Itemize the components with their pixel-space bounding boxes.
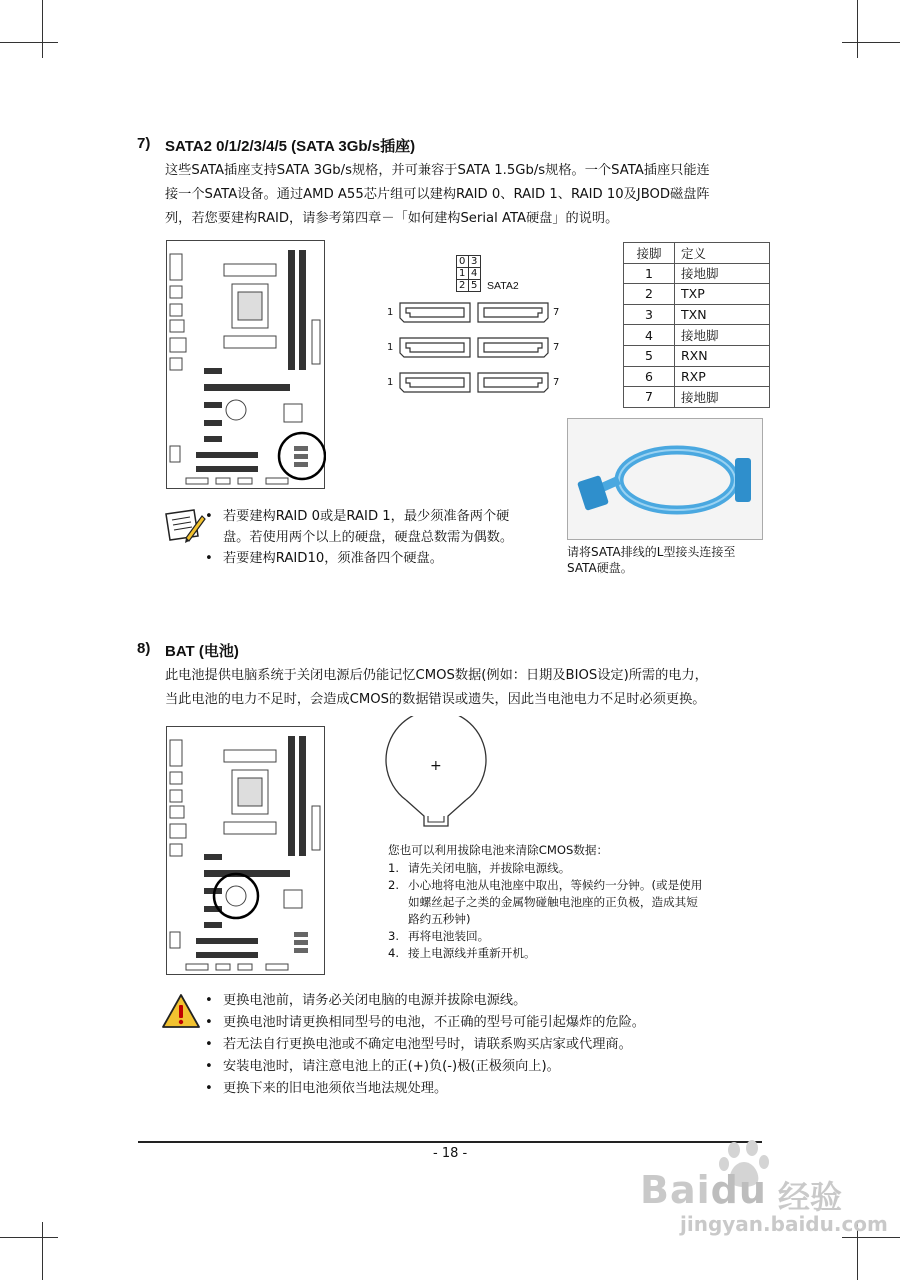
- section-7-paragraph: [165, 159, 710, 231]
- sata-id-1: 1: [459, 268, 466, 279]
- pin-label-first: 1: [387, 342, 394, 353]
- battery-warnings: [201, 990, 645, 1100]
- table-cell: 7: [624, 387, 675, 408]
- list-item: • 若要建构RAID10，须准备四个硬盘。: [205, 551, 443, 566]
- list-item: • 更换电池前，请务必关闭电脑的电源并拔除电源线。: [205, 993, 527, 1008]
- page-number: - 18 -: [433, 1146, 468, 1161]
- list-item: 盘。若使用两个以上的硬盘，硬盘总数需为偶数。: [223, 530, 514, 545]
- caption-line: SATA硬盘。: [567, 561, 633, 575]
- sata-id-5: 5: [471, 280, 478, 291]
- sata-connectors-diagram: [396, 300, 556, 398]
- list-item: • 安装电池时，请注意电池上的正(+)负(-)极(正极须向上)。: [205, 1059, 560, 1074]
- footer-rule: [138, 1141, 762, 1143]
- table-cell: 6: [624, 366, 675, 387]
- motherboard-diagram: [166, 726, 326, 976]
- table-cell: 1: [624, 263, 675, 284]
- watermark-url: jingyan.baidu.com: [680, 1212, 888, 1236]
- cable-caption: [567, 544, 735, 576]
- caption-line: 请将SATA排线的L型接头连接至: [567, 545, 736, 559]
- table-cell: RXP: [675, 366, 770, 387]
- crop-mark: [857, 0, 858, 58]
- pin-label-first: 1: [387, 307, 394, 318]
- table-cell: RXN: [675, 345, 770, 366]
- list-item: 3. 再将电池装回。: [388, 929, 490, 943]
- sata-pin-table: [623, 242, 770, 408]
- list-item: • 更换电池时请更换相同型号的电池，不正确的型号可能引起爆炸的危险。: [205, 1015, 645, 1030]
- pin-label-last: 7: [553, 342, 560, 353]
- crop-mark: [842, 1237, 900, 1238]
- sata-id-3: 3: [471, 256, 478, 267]
- pin-label-first: 1: [387, 377, 394, 388]
- watermark-text: du: [710, 1168, 767, 1212]
- crop-mark: [42, 1222, 43, 1280]
- table-header: 定义: [675, 243, 770, 264]
- sata-id-4: 4: [471, 268, 478, 279]
- table-row: [624, 304, 770, 325]
- list-item: 1. 请先关闭电脑，并拔除电源线。: [388, 861, 571, 875]
- paragraph-line: 列，若您要建构RAID，请参考第四章－「如何建构Serial ATA硬盘」的说明。: [165, 211, 619, 226]
- section-8-title: BAT (电池): [165, 643, 239, 660]
- raid-notes: [201, 506, 513, 569]
- table-row: [624, 366, 770, 387]
- sata-connector-label: SATA2: [487, 280, 519, 292]
- pin-label-last: 7: [553, 377, 560, 388]
- table-cell: TXP: [675, 284, 770, 305]
- table-cell: 2: [624, 284, 675, 305]
- crop-mark: [842, 42, 900, 43]
- paragraph-line: 这些SATA插座支持SATA 3Gb/s规格，并可兼容于SATA 1.5Gb/s规格。一个SATA插座只能连: [165, 163, 710, 178]
- steps-intro: 您也可以利用拔除电池来清除CMOS数据：: [388, 843, 609, 857]
- table-header-row: [624, 243, 770, 264]
- table-cell: 接地脚: [675, 387, 770, 408]
- table-row: [624, 325, 770, 346]
- section-7-number: 7): [137, 135, 151, 152]
- crop-mark: [0, 42, 58, 43]
- clear-cmos-steps: [388, 842, 764, 962]
- table-cell: 3: [624, 304, 675, 325]
- list-item: • 若要建构RAID 0或是RAID 1，最少须准备两个硬: [205, 509, 510, 524]
- list-item: • 若无法自行更换电池或不确定电池型号时，请联系购买店家或代理商。: [205, 1037, 632, 1052]
- watermark-logo: [640, 1168, 767, 1212]
- table-row: [624, 263, 770, 284]
- list-item: 2. 小心地将电池从电池座中取出，等候约一分钟。(或是使用 如螺丝起子之类的金属物碰触电池座的正负极，造成其短 路约五秒钟): [388, 878, 703, 926]
- table-row: [624, 345, 770, 366]
- list-item: 4. 接上电源线并重新开机。: [388, 946, 536, 960]
- crop-mark: [42, 0, 43, 58]
- watermark-text: Bai: [640, 1168, 711, 1212]
- battery-positive-symbol: +: [430, 758, 442, 774]
- table-cell: 5: [624, 345, 675, 366]
- crop-mark: [0, 1237, 58, 1238]
- sata-id-0: 0: [459, 256, 466, 267]
- sata-cable-photo: [567, 418, 763, 540]
- sata-id-2: 2: [459, 280, 466, 291]
- table-cell: 4: [624, 325, 675, 346]
- table-row: [624, 284, 770, 305]
- table-cell: 接地脚: [675, 263, 770, 284]
- warning-icon: [160, 992, 202, 1030]
- paragraph-line: 当此电池的电力不足时，会造成CMOS的数据错误或遗失，因此当电池电力不足时必须更换。: [165, 692, 706, 707]
- note-pencil-icon: [160, 508, 206, 544]
- watermark-cn: 经验: [778, 1178, 843, 1216]
- table-header: 接脚: [624, 243, 675, 264]
- table-cell: 接地脚: [675, 325, 770, 346]
- section-8-paragraph: [165, 664, 708, 712]
- list-item: • 更换下来的旧电池须依当地法规处理。: [205, 1081, 448, 1096]
- section-8-number: 8): [137, 640, 151, 657]
- paragraph-line: 此电池提供电脑系统于关闭电源后仍能记忆CMOS数据(例如：日期及BIOS设定)所需的电力，: [165, 668, 708, 683]
- motherboard-diagram: [166, 240, 326, 490]
- table-cell: TXN: [675, 304, 770, 325]
- battery-socket-diagram: [384, 716, 488, 832]
- table-row: [624, 387, 770, 408]
- section-7-title: SATA2 0/1/2/3/4/5 (SATA 3Gb/s插座): [165, 138, 416, 155]
- paragraph-line: 接一个SATA设备。通过AMD A55芯片组可以建构RAID 0、RAID 1、RAID 10及JBOD磁盘阵: [165, 187, 710, 202]
- pin-label-last: 7: [553, 307, 560, 318]
